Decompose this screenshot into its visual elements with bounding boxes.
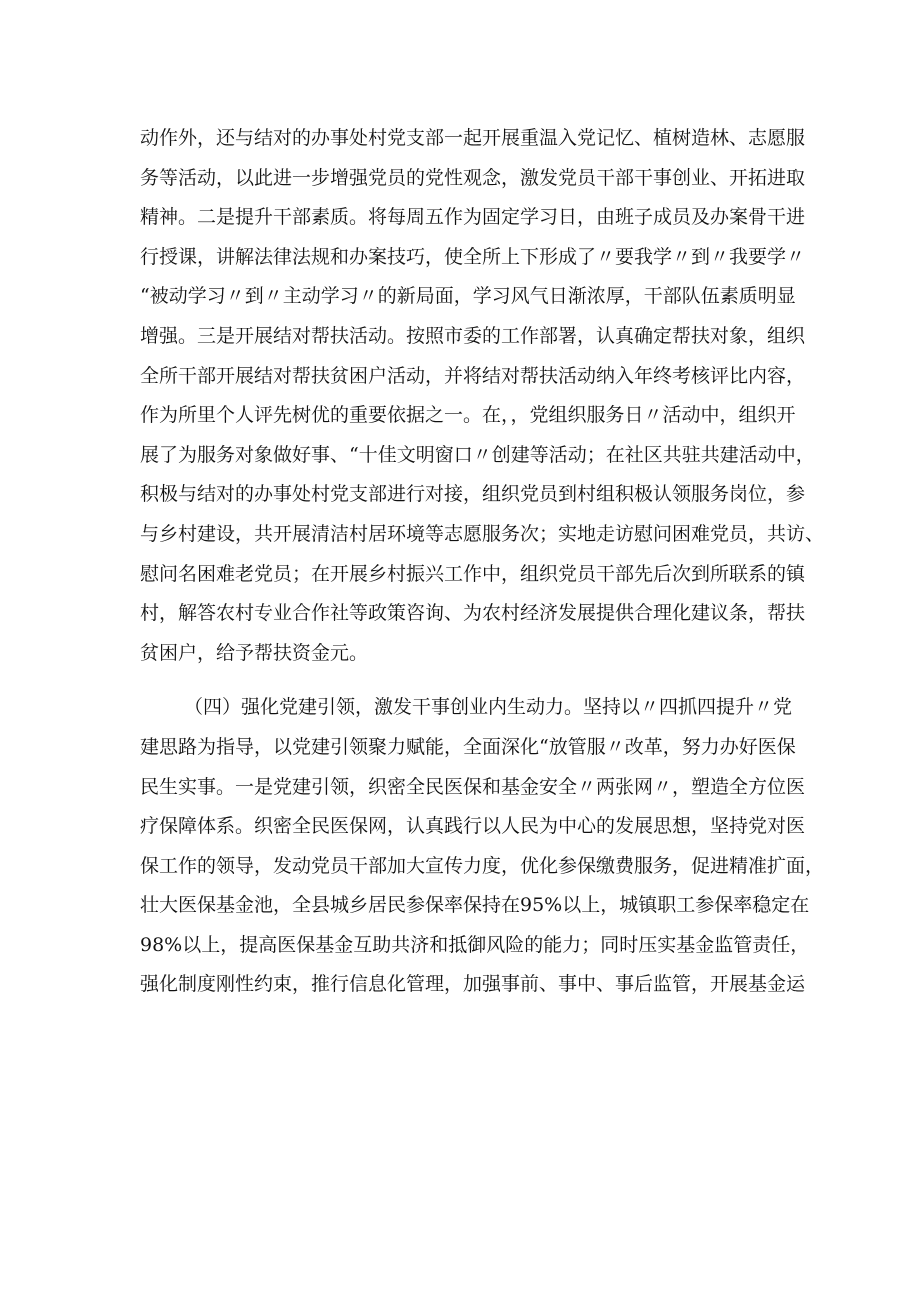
document-body — [140, 119, 825, 1005]
text-line: 慰问名困难老党员；在开展乡村振兴工作中，组织党员干部先后次到所联系的镇 — [140, 562, 806, 585]
text-line: 强化制度刚性约束，推行信息化管理，加强事前、事中、事后监管，开展基金运 — [140, 973, 806, 996]
text-line: 与乡村建设，共开展清洁村居环境等志愿服务次；实地走访慰问困难党员，共访、 — [140, 522, 825, 545]
paragraph-gap — [140, 673, 792, 688]
text-line: 疗保障体系。织密全民医保网，认真践行以人民为中心的发展思想，坚持党对医 — [140, 815, 806, 838]
paragraph-1 — [140, 119, 825, 673]
paragraph-2 — [140, 688, 825, 1005]
text-line: 动作外，还与结对的办事处村党支部一起开展重温入党记忆、植树造林、志愿服 — [140, 127, 806, 149]
text-line: 民生实事。一是党建引领，织密全民医保和基金安全〃两张网〃，塑造全方位医 — [140, 775, 806, 798]
text-line: 壮大医保基金池，全县城乡居民参保率保持在95%以上，城镇职工参保率稳定在 — [140, 894, 810, 917]
text-line: 贫困户，给予帮扶资金元。 — [140, 641, 369, 664]
text-line: （四）强化党建引领，激发干事创业内生动力。坚持以〃四抓四提升〃党 — [184, 696, 793, 719]
text-line: 行授课，讲解法律法规和办案技巧，使全所上下形成了〃要我学〃到〃我要学〃 — [140, 245, 806, 268]
text-line: 保工作的领导，发动党员干部加大宣传力度，优化参保缴费服务，促进精准扩面， — [140, 854, 825, 877]
text-line: 增强。三是开展结对帮扶活动。按照市委的工作部署，认真确定帮扶对象，组织 — [140, 324, 806, 347]
text-line: 全所干部开展结对帮扶贫困户活动，并将结对帮扶活动纳入年终考核评比内容， — [140, 364, 806, 387]
text-line: 精神。二是提升干部素质。将每周五作为固定学习日，由班子成员及办案骨干进 — [140, 206, 806, 229]
text-line: 务等活动，以此进一步增强党员的党性观念，激发党员干部干事创业、开拓进取 — [140, 166, 806, 189]
text-line: “被动学习〃到〃主动学习〃的新局面，学习风气日渐浓厚，干部队伍素质明显 — [140, 285, 796, 308]
text-line: 展了为服务对象做好事、“十佳文明窗口〃创建等活动；在社区共驻共建活动中， — [140, 443, 815, 466]
text-line: 积极与结对的办事处村党支部进行对接，组织党员到村组积极认领服务岗位，参 — [140, 483, 806, 506]
text-line: 98%以上，提高医保基金互助共济和抵御风险的能力；同时压实基金监管责任， — [140, 933, 810, 956]
text-line: 建思路为指导，以党建引领聚力赋能，全面深化“放管服〃改革，努力办好医保 — [140, 735, 796, 758]
text-line: 作为所里个人评先树优的重要依据之一。在，，党组织服务日〃活动中，组织开 — [140, 404, 796, 427]
text-line: 村，解答农村专业合作社等政策咨询、为农村经济发展提供合理化建议条，帮扶 — [140, 602, 806, 625]
